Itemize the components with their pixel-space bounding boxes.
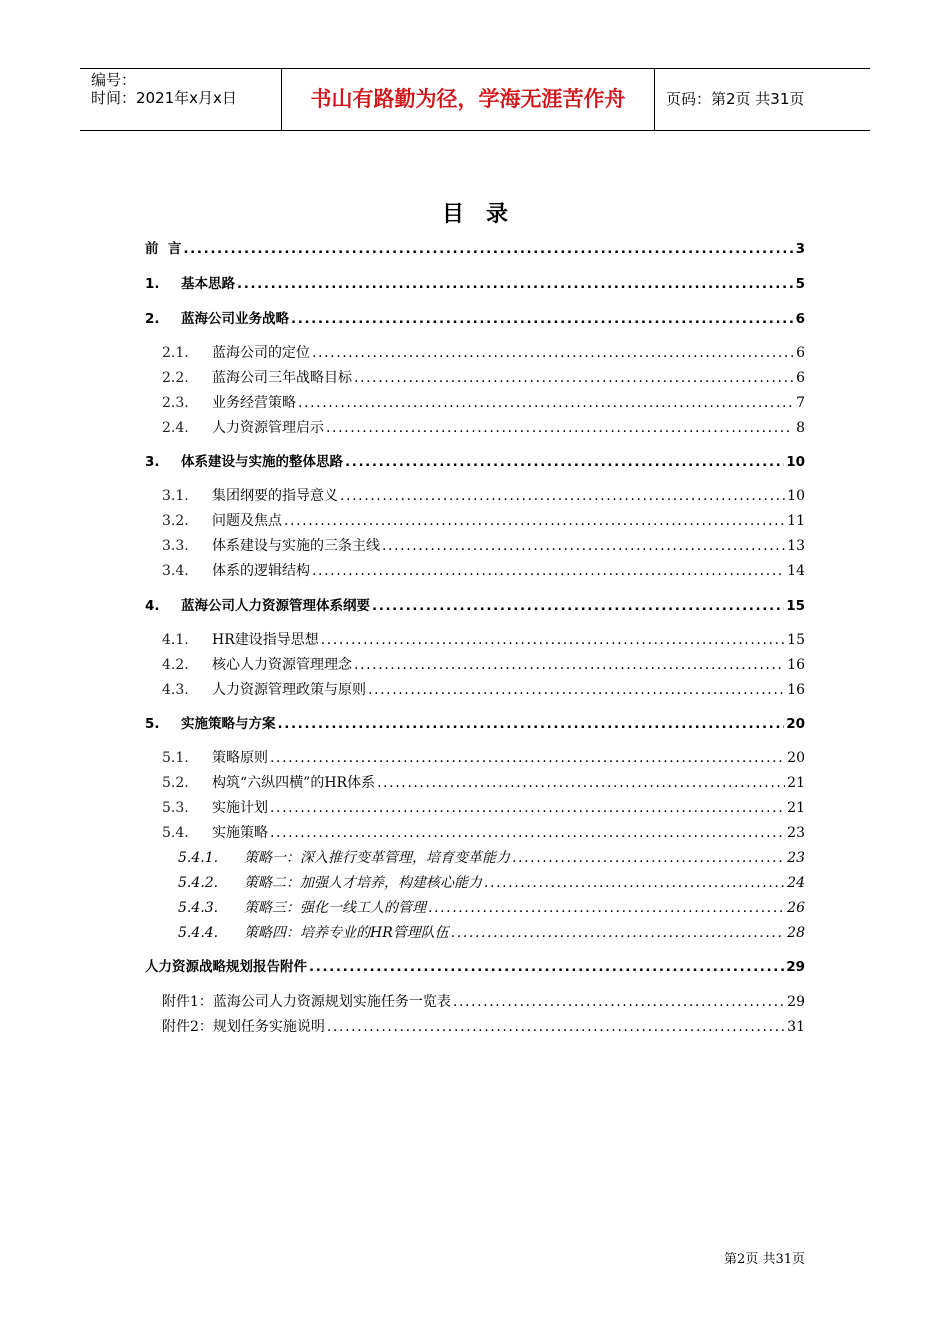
toc-entry-page: 7: [796, 395, 805, 411]
toc-entry-title: 实施策略与方案: [181, 716, 276, 732]
toc-entry-title: 体系建设与实施的三条主线: [212, 538, 380, 554]
toc-entry-page: 29: [787, 994, 805, 1010]
toc-dot-leader: [291, 309, 793, 329]
toc-entry-page: 10: [787, 488, 805, 504]
toc-dot-leader: [309, 957, 784, 977]
toc-entry-number: 2.4.: [162, 420, 189, 436]
toc-entry-title: 策略一：深入推行变革管理，培育变革能力: [244, 850, 510, 866]
toc-entry-title: 策略二：加强人才培养，构建核心能力: [244, 875, 482, 891]
toc-entry-number: 4.2.: [162, 657, 189, 673]
toc-entry-number: 5.4.4.: [178, 925, 219, 941]
toc-entry-number: 2.1.: [162, 345, 189, 361]
toc-entry-number: 4.3.: [162, 682, 189, 698]
toc-entry-page: 8: [796, 420, 805, 436]
toc-entry[interactable]: [162, 630, 805, 650]
toc-dot-leader: [284, 511, 785, 531]
toc-entry[interactable]: [145, 239, 805, 259]
toc-entry-title: 核心人力资源管理理念: [212, 657, 352, 673]
toc-entry-title: 体系的逻辑结构: [212, 563, 310, 579]
toc-dot-leader: [453, 992, 785, 1012]
toc-entry[interactable]: [162, 1017, 805, 1037]
toc-entry-number: 3.2.: [162, 513, 189, 529]
toc-dot-leader: [183, 239, 793, 259]
toc-entry[interactable]: [162, 655, 805, 675]
toc-entry-number: 前 言: [145, 241, 182, 257]
toc-dot-leader: [377, 773, 785, 793]
toc-dot-leader: [428, 898, 785, 918]
toc-entry[interactable]: [162, 418, 805, 438]
toc-entry-number: 3.4.: [162, 563, 189, 579]
toc-entry[interactable]: [162, 511, 805, 531]
toc-entry-number: 5.1.: [162, 750, 189, 766]
toc-entry[interactable]: [145, 957, 805, 977]
toc-dot-leader: [270, 798, 785, 818]
toc-entry-number: 4.: [145, 598, 160, 614]
toc-entry-title: 实施计划: [212, 800, 268, 816]
toc-dot-leader: [312, 561, 785, 581]
toc-entry-title: 问题及焦点: [212, 513, 282, 529]
toc-entry[interactable]: [162, 773, 805, 793]
toc-entry-number: 2.: [145, 311, 160, 327]
toc-entry-page: 21: [787, 800, 805, 816]
toc-dot-leader: [484, 873, 785, 893]
toc-entry-page: 26: [787, 900, 805, 916]
toc-dot-leader: [270, 748, 785, 768]
toc-dot-leader: [270, 823, 785, 843]
toc-entry-number: 5.4.2.: [178, 875, 219, 891]
header-page-number: 页码：第2页 共31页: [666, 90, 805, 108]
toc-entry-title: 体系建设与实施的整体思路: [181, 454, 343, 470]
toc-entry-number: 5.2.: [162, 775, 189, 791]
toc-entry-title: 基本思路: [181, 276, 235, 292]
toc-entry[interactable]: [162, 823, 805, 843]
page-footer: 第2页 共31页: [724, 1252, 805, 1267]
toc-dot-leader: [327, 1017, 785, 1037]
toc-entry[interactable]: [162, 561, 805, 581]
toc-entry-page: 6: [796, 370, 805, 386]
toc-entry-title: 策略四：培养专业的HR管理队伍: [244, 925, 449, 941]
toc-entry-page: 20: [786, 716, 805, 732]
toc-entry-number: 3.1.: [162, 488, 189, 504]
toc-entry-page: 23: [787, 825, 805, 841]
toc-entry-number: 4.1.: [162, 632, 189, 648]
toc-entry-title: 附件1：蓝海公司人力资源规划实施任务一览表: [162, 994, 451, 1010]
toc-entry-title: 蓝海公司的定位: [212, 345, 310, 361]
toc-entry-page: 16: [787, 657, 805, 673]
header-motto: 书山有路勤为径，学海无涯苦作舟: [282, 69, 655, 130]
toc-entry-title: HR建设指导思想: [212, 632, 319, 648]
toc-dot-leader: [237, 274, 793, 294]
toc-entry[interactable]: [178, 873, 805, 893]
toc-dot-leader: [298, 393, 793, 413]
toc-entry-title: 人力资源管理政策与原则: [212, 682, 366, 698]
toc-entry-number: 5.: [145, 716, 160, 732]
toc-dot-leader: [354, 368, 793, 388]
toc-entry[interactable]: [145, 452, 805, 472]
toc-dot-leader: [326, 418, 793, 438]
toc-entry-title: 人力资源管理启示: [212, 420, 324, 436]
toc-entry[interactable]: [162, 393, 805, 413]
toc-entry-title: 业务经营策略: [212, 395, 296, 411]
toc-entry-page: 23: [787, 850, 805, 866]
toc-entry-number: 2.3.: [162, 395, 189, 411]
toc-entry-title: 附件2：规划任务实施说明: [162, 1019, 325, 1035]
toc-entry-page: 15: [786, 598, 805, 614]
toc-entry[interactable]: [162, 486, 805, 506]
toc-entry-page: 13: [787, 538, 805, 554]
toc-dot-leader: [345, 452, 784, 472]
document-date-label: 时间：2021年x月x日: [91, 89, 237, 107]
toc-dot-leader: [340, 486, 785, 506]
toc-entry[interactable]: [162, 680, 805, 700]
toc-entry[interactable]: [145, 596, 805, 616]
toc-entry-page: 24: [787, 875, 805, 891]
toc-entry-page: 16: [787, 682, 805, 698]
toc-entry-page: 6: [796, 345, 805, 361]
toc-entry-title: 实施策略: [212, 825, 268, 841]
toc-entry[interactable]: [162, 992, 805, 1012]
toc-entry[interactable]: [162, 368, 805, 388]
toc-title: 目录: [441, 202, 530, 227]
toc-entry-number: 5.4.3.: [178, 900, 219, 916]
toc-entry-page: 3: [795, 241, 805, 257]
toc-entry-page: 28: [787, 925, 805, 941]
toc-entry[interactable]: [162, 748, 805, 768]
toc-entry-page: 20: [787, 750, 805, 766]
toc-entry[interactable]: [162, 536, 805, 556]
toc-entry-number: 3.3.: [162, 538, 189, 554]
toc-entry[interactable]: [178, 923, 805, 943]
toc-dot-leader: [451, 923, 785, 943]
toc-entry-title: 策略三：强化一线工人的管理: [244, 900, 426, 916]
toc-entry-page: 15: [787, 632, 805, 648]
toc-entry-page: 14: [787, 563, 805, 579]
toc-entry-number: 5.4.: [162, 825, 189, 841]
toc-entry-page: 6: [795, 311, 805, 327]
toc-entry-number: 2.2.: [162, 370, 189, 386]
toc-dot-leader: [312, 343, 793, 363]
toc-dot-leader: [321, 630, 785, 650]
document-code-label: 编号：: [91, 71, 137, 89]
toc-entry[interactable]: [145, 309, 805, 329]
toc-entry[interactable]: [162, 798, 805, 818]
toc-dot-leader: [382, 536, 785, 556]
toc-dot-leader: [368, 680, 785, 700]
toc-entry[interactable]: [145, 274, 805, 294]
toc-entry-title: 蓝海公司业务战略: [181, 311, 289, 327]
toc-entry-page: 31: [787, 1019, 805, 1035]
toc-entry-page: 5: [795, 276, 805, 292]
toc-entry-title: 人力资源战略规划报告附件: [145, 959, 307, 975]
toc-entry-page: 21: [787, 775, 805, 791]
toc-entry-title: 集团纲要的指导意义: [212, 488, 338, 504]
toc-entry-title: 蓝海公司人力资源管理体系纲要: [181, 598, 370, 614]
toc-entry-number: 5.3.: [162, 800, 189, 816]
toc-entry-number: 1.: [145, 276, 160, 292]
toc-entry[interactable]: [178, 848, 805, 868]
toc-entry-page: 11: [787, 513, 805, 529]
toc-entry-number: 5.4.1.: [178, 850, 219, 866]
toc-entry-page: 29: [786, 959, 805, 975]
toc-dot-leader: [354, 655, 785, 675]
toc-dot-leader: [372, 596, 784, 616]
toc-entry-number: 3.: [145, 454, 160, 470]
toc-entry-page: 10: [786, 454, 805, 470]
toc-entry-title: 策略原则: [212, 750, 268, 766]
toc-entry[interactable]: [178, 898, 805, 918]
toc-dot-leader: [512, 848, 785, 868]
toc-entry-title: 构筑“六纵四横”的HR体系: [212, 775, 376, 791]
toc-dot-leader: [278, 714, 785, 734]
toc-entry[interactable]: [145, 714, 805, 734]
toc-entry[interactable]: [162, 343, 805, 363]
toc-entry-title: 蓝海公司三年战略目标: [212, 370, 352, 386]
